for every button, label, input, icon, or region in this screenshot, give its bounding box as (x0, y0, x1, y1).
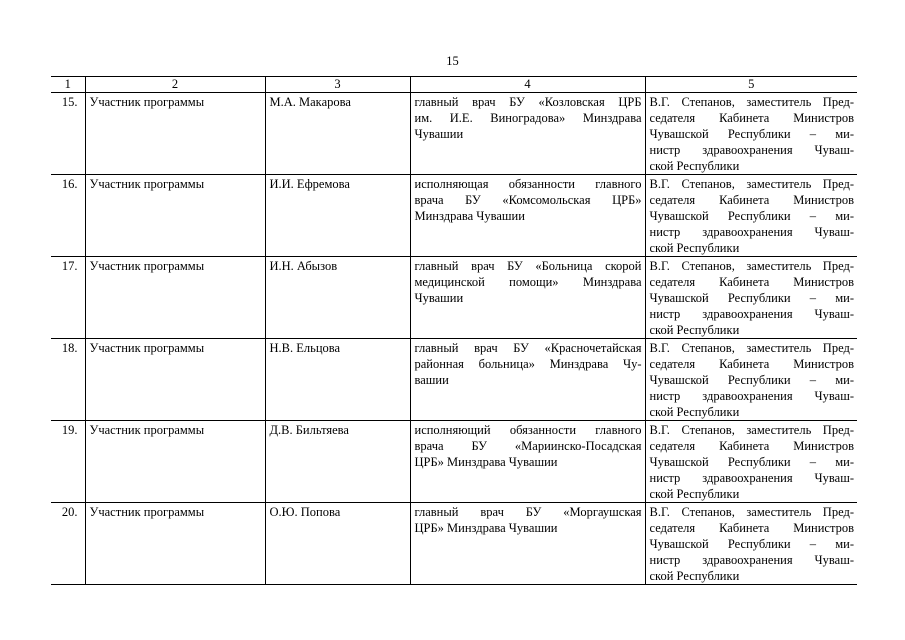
table-body (51, 77, 857, 585)
responsible-official (645, 93, 857, 175)
participant-role: Участник программы (85, 257, 265, 339)
official-line: нистр здравоохранения Чуваш- (649, 307, 854, 321)
participant-position (410, 175, 645, 257)
participant-role: Участник программы (85, 421, 265, 503)
position-line: исполняющая обязанности главного (414, 177, 642, 191)
participant-role: Участник программы (85, 93, 265, 175)
row-number: 17. (51, 257, 85, 339)
row-number: 20. (51, 503, 85, 585)
official-line: В.Г. Степанов, заместитель Пред- (649, 259, 854, 273)
official-line: ской Республики (649, 159, 740, 173)
official-line: ской Республики (649, 405, 740, 419)
table-row (51, 93, 857, 175)
participant-name: Д.В. Бильтяева (265, 421, 410, 503)
responsible-official (645, 339, 857, 421)
column-header-1: 1 (51, 77, 85, 93)
column-header-4: 4 (410, 77, 645, 93)
table-header-row (51, 77, 857, 93)
position-line: районная больница» Минздрава Чу- (414, 357, 642, 371)
position-line: ЦРБ» Минздрава Чувашии (414, 455, 558, 469)
official-line: В.Г. Степанов, заместитель Пред- (649, 95, 854, 109)
official-line: седателя Кабинета Министров (649, 521, 854, 535)
participant-position (410, 421, 645, 503)
official-line: В.Г. Степанов, заместитель Пред- (649, 341, 854, 355)
official-line: Чувашской Республики – ми- (649, 537, 854, 551)
position-line: главный врач БУ «Моргаушская (414, 505, 642, 519)
responsible-official (645, 503, 857, 585)
official-line: нистр здравоохранения Чуваш- (649, 471, 854, 485)
official-line: Чувашской Республики – ми- (649, 127, 854, 141)
official-line: седателя Кабинета Министров (649, 193, 854, 207)
participant-role: Участник программы (85, 503, 265, 585)
position-line: Минздрава Чувашии (414, 209, 525, 223)
participants-table (51, 76, 857, 585)
participant-name: Н.В. Ельцова (265, 339, 410, 421)
position-line: им. И.Е. Виноградова» Минздрава (414, 111, 642, 125)
official-line: В.Г. Степанов, заместитель Пред- (649, 505, 854, 519)
official-line: Чувашской Республики – ми- (649, 291, 854, 305)
official-line: ской Республики (649, 569, 740, 583)
participant-name: М.А. Макарова (265, 93, 410, 175)
participant-name: О.Ю. Попова (265, 503, 410, 585)
official-line: нистр здравоохранения Чуваш- (649, 143, 854, 157)
official-line: В.Г. Степанов, заместитель Пред- (649, 423, 854, 437)
official-line: Чувашской Республики – ми- (649, 455, 854, 469)
participant-position (410, 339, 645, 421)
position-line: главный врач БУ «Красночетайская (414, 341, 642, 355)
participant-name: И.И. Ефремова (265, 175, 410, 257)
official-line: Чувашской Республики – ми- (649, 373, 854, 387)
participant-position (410, 503, 645, 585)
table-row (51, 339, 857, 421)
official-line: нистр здравоохранения Чуваш- (649, 389, 854, 403)
table-row (51, 175, 857, 257)
row-number: 19. (51, 421, 85, 503)
row-number: 16. (51, 175, 85, 257)
official-line: ской Республики (649, 323, 740, 337)
participant-position (410, 93, 645, 175)
position-line: врача БУ «Мариинско-Посадская (414, 439, 642, 453)
table-row (51, 503, 857, 585)
position-line: вашии (414, 373, 449, 387)
responsible-official (645, 175, 857, 257)
position-line: исполняющий обязанности главного (414, 423, 642, 437)
position-line: медицинской помощи» Минздрава (414, 275, 642, 289)
responsible-official (645, 421, 857, 503)
official-line: В.Г. Степанов, заместитель Пред- (649, 177, 854, 191)
column-header-2: 2 (85, 77, 265, 93)
position-line: главный врач БУ «Козловская ЦРБ (414, 95, 642, 109)
table-row (51, 421, 857, 503)
official-line: ской Республики (649, 241, 740, 255)
column-header-3: 3 (265, 77, 410, 93)
official-line: ской Республики (649, 487, 740, 501)
position-line: ЦРБ» Минздрава Чувашии (414, 521, 558, 535)
responsible-official (645, 257, 857, 339)
table-row (51, 257, 857, 339)
official-line: седателя Кабинета Министров (649, 275, 854, 289)
official-line: нистр здравоохранения Чуваш- (649, 553, 854, 567)
official-line: Чувашской Республики – ми- (649, 209, 854, 223)
column-header-5: 5 (645, 77, 857, 93)
position-line: врача БУ «Комсомольская ЦРБ» (414, 193, 642, 207)
official-line: седателя Кабинета Министров (649, 439, 854, 453)
official-line: седателя Кабинета Министров (649, 357, 854, 371)
participant-name: И.Н. Абызов (265, 257, 410, 339)
participant-role: Участник программы (85, 175, 265, 257)
position-line: Чувашии (414, 127, 464, 141)
participant-position (410, 257, 645, 339)
participant-role: Участник программы (85, 339, 265, 421)
page-number: 15 (446, 54, 459, 68)
official-line: нистр здравоохранения Чуваш- (649, 225, 854, 239)
position-line: главный врач БУ «Больница скорой (414, 259, 642, 273)
row-number: 18. (51, 339, 85, 421)
row-number: 15. (51, 93, 85, 175)
official-line: седателя Кабинета Министров (649, 111, 854, 125)
position-line: Чувашии (414, 291, 464, 305)
